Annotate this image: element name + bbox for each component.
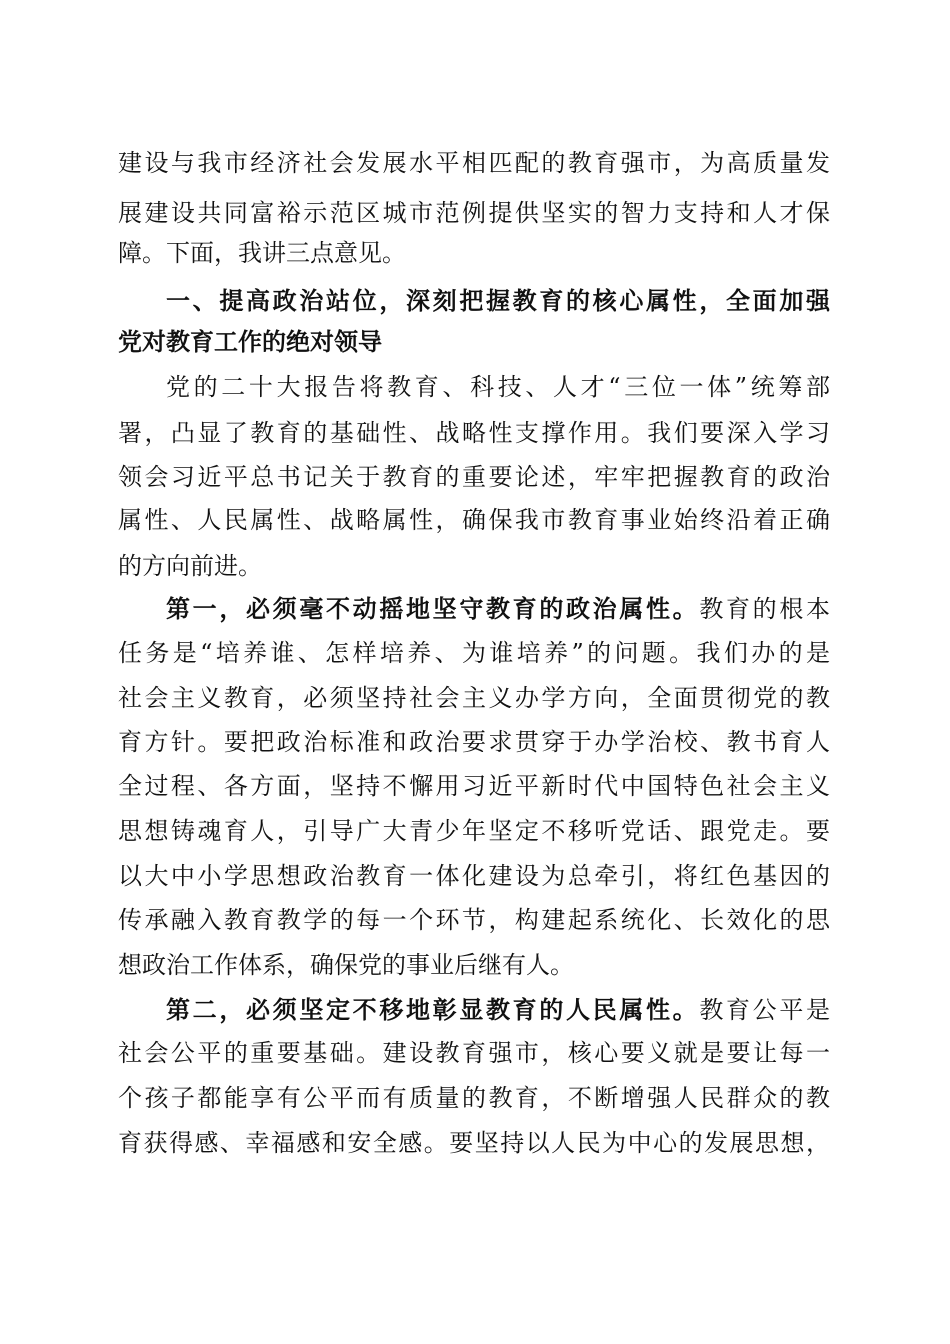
paragraph3-lead: 第二，必须坚定不移地彰显教育的人民属性。 — [166, 995, 700, 1024]
paragraph3-line-2: 社会公平的重要基础。建设教育强市，核心要义就是要让每一 — [118, 1039, 830, 1067]
intro-line-1: 建设与我市经济社会发展水平相匹配的教育强市，为高质量发 — [118, 149, 830, 177]
paragraph1-line-5: 的方向前进。 — [118, 552, 262, 580]
section-heading-line-2: 党对教育工作的绝对领导 — [118, 328, 382, 356]
paragraph3-line-4: 育获得感、幸福感和安全感。要坚持以人民为中心的发展思想， — [118, 1129, 830, 1157]
paragraph2-line-2: 任务是“培养谁、怎样培养、为谁培养”的问题。我们办的是 — [118, 639, 830, 667]
paragraph2-line-4: 育方针。要把政治标准和政治要求贯穿于办学治校、教书育人 — [118, 728, 830, 756]
paragraph1-line-2: 署，凸显了教育的基础性、战略性支撑作用。我们要深入学习 — [118, 419, 830, 447]
paragraph2-line-8: 传承融入教育教学的每一个环节，构建起系统化、长效化的思 — [118, 906, 830, 934]
intro-line-3: 障。下面，我讲三点意见。 — [118, 239, 406, 267]
paragraph3-line-1-rest: 教育公平是 — [699, 996, 831, 1024]
paragraph2-lead: 第一，必须毫不动摇地坚守教育的政治属性。 — [166, 594, 700, 623]
section-heading-line-1: 一、提高政治站位，深刻把握教育的核心属性，全面加强 — [166, 287, 830, 315]
paragraph2-line-3: 社会主义教育，必须坚持社会主义办学方向，全面贯彻党的教 — [118, 684, 830, 712]
paragraph2-line-7: 以大中小学思想政治教育一体化建设为总牵引，将红色基因的 — [118, 862, 830, 890]
paragraph1-line-3: 领会习近平总书记关于教育的重要论述，牢牢把握教育的政治 — [118, 463, 830, 491]
paragraph2-line-9: 想政治工作体系，确保党的事业后继有人。 — [118, 951, 574, 979]
paragraph2-line-6: 思想铸魂育人，引导广大青少年坚定不移听党话、跟党走。要 — [118, 817, 830, 845]
paragraph2-line-5: 全过程、各方面，坚持不懈用习近平新时代中国特色社会主义 — [118, 772, 830, 800]
paragraph2-line-1 — [166, 589, 830, 629]
paragraph2-line-1-rest: 教育的根本 — [699, 595, 831, 623]
paragraph3-line-1 — [166, 990, 830, 1030]
paragraph1-line-1: 党的二十大报告将教育、科技、人才“三位一体”统筹部 — [166, 373, 830, 401]
paragraph1-line-4: 属性、人民属性、战略属性，确保我市教育事业始终沿着正确 — [118, 506, 830, 534]
intro-line-2: 展建设共同富裕示范区城市范例提供坚实的智力支持和人才保 — [118, 199, 830, 227]
paragraph3-line-3: 个孩子都能享有公平而有质量的教育，不断增强人民群众的教 — [118, 1084, 830, 1112]
